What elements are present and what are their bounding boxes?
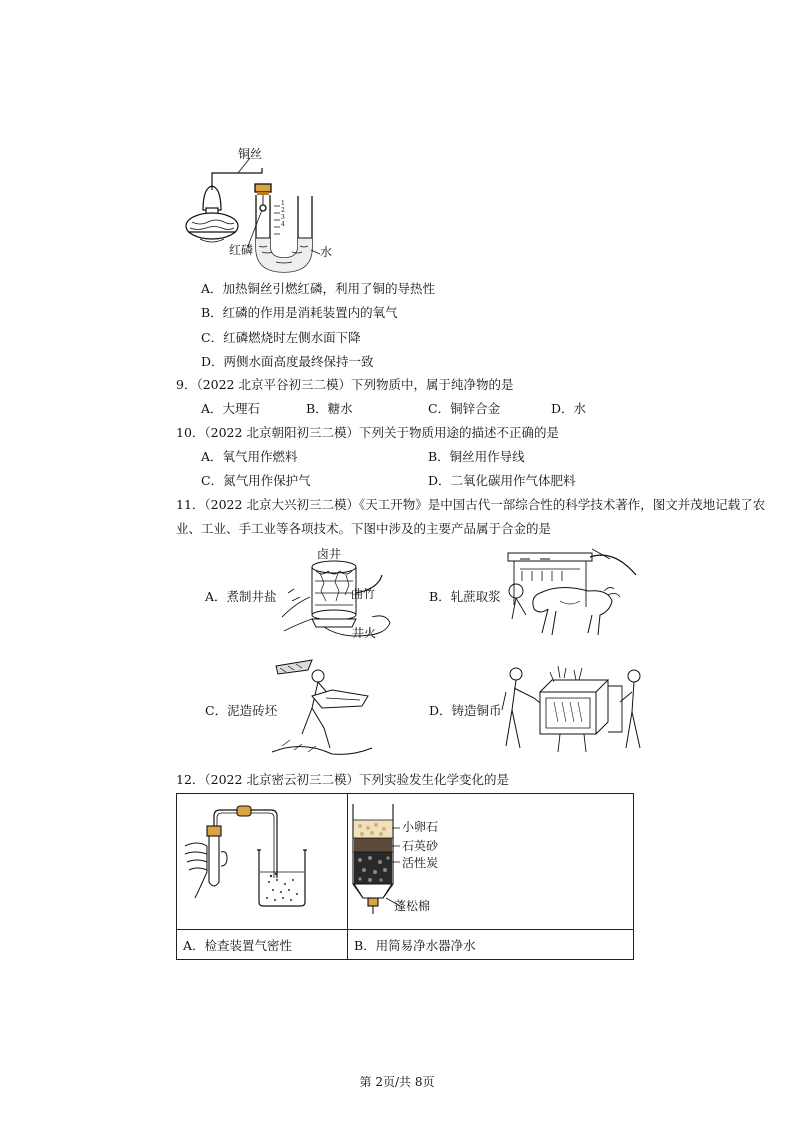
filter-label-activated-carbon: 活性炭 <box>402 856 439 870</box>
q10-stem: 10．（2022 北京朝阳初三二模）下列关于物质用途的描述不正确的是 <box>176 425 559 440</box>
q11-brick-mould-illustration <box>272 656 382 756</box>
q12-water-filter-drawing <box>348 794 634 930</box>
scale-mark: 3 <box>281 214 285 221</box>
water-label: 水 <box>320 245 333 259</box>
copper-wire-label: 铜丝 <box>238 147 263 161</box>
q12-option-a: A．检查装置气密性 <box>177 930 348 960</box>
q8-option-a: A．加热铜丝引燃红磷，利用了铜的导热性 <box>201 281 436 296</box>
q9-option-d: D．水 <box>551 401 587 416</box>
q11-option-a: A．煮制井盐 <box>205 589 277 604</box>
filter-label-cotton: 蓬松棉 <box>394 899 431 913</box>
q10-option-a: A．氧气用作燃料 <box>201 449 298 464</box>
q11-option-c: C．泥造砖坯 <box>205 703 278 718</box>
bamboo-label: 曲竹 <box>351 587 376 601</box>
q12-stem: 12．（2022 北京密云初三二模）下列实验发生化学变化的是 <box>176 772 509 787</box>
q12-figure-a-cell <box>177 794 348 930</box>
q12-options-table <box>176 793 634 960</box>
page-footer: 第 2页/共 8页 <box>359 1075 435 1089</box>
q10-option-d: D．二氧化碳用作气体肥料 <box>428 473 576 488</box>
q8-option-b: B．红磷的作用是消耗装置内的氧气 <box>201 305 398 320</box>
q10-option-c: C．氮气用作保护气 <box>201 473 311 488</box>
filter-label-quartz-sand: 石英砂 <box>402 839 439 853</box>
scale-mark: 4 <box>281 221 285 228</box>
q8-option-c: C．红磷燃烧时左侧水面下降 <box>201 330 361 345</box>
well-fire-label: 井火 <box>352 626 377 640</box>
alcohol-lamp <box>186 186 238 242</box>
q9-option-c: C．铜锌合金 <box>428 401 501 416</box>
q11-stem-line2: 业、工业、手工业等各项技术。下图中涉及的主要产品属于合金的是 <box>176 521 552 536</box>
q11-coin-casting-illustration <box>500 662 652 754</box>
q11-salt-well-illustration <box>282 553 402 643</box>
q9-option-a: A．大理石 <box>201 401 261 416</box>
red-phosphorus-label: 红磷 <box>229 243 254 257</box>
q9-option-b: B．糖水 <box>306 401 353 416</box>
q9-stem: 9．（2022 北京平谷初三二模）下列物质中，属于纯净物的是 <box>176 377 514 392</box>
q8-option-d: D．两侧水面高度最终保持一致 <box>201 354 374 369</box>
q12-airtightness-check-drawing <box>177 794 347 930</box>
brine-well-label: 卤井 <box>317 547 342 561</box>
q8-apparatus-drawing <box>0 0 794 300</box>
filter-label-pebbles: 小卵石 <box>402 820 439 834</box>
q12-figure-b-cell <box>348 794 634 930</box>
q10-option-b: B．铜丝用作导线 <box>428 449 525 464</box>
q12-option-b: B．用简易净水器净水 <box>348 930 634 960</box>
q11-option-d: D．铸造铜币 <box>429 703 502 718</box>
q11-stem-line1: 11．（2022 北京大兴初三二模）《天工开物》是中国古代一部综合性的科学技术著作，图文并茂地记载了农 <box>176 497 766 512</box>
q11-option-b: B．轧蔗取浆 <box>429 589 501 604</box>
scale-mark: 2 <box>281 207 285 214</box>
q11-sugarcane-press-illustration <box>500 545 640 641</box>
scale-mark: 1 <box>281 200 285 207</box>
